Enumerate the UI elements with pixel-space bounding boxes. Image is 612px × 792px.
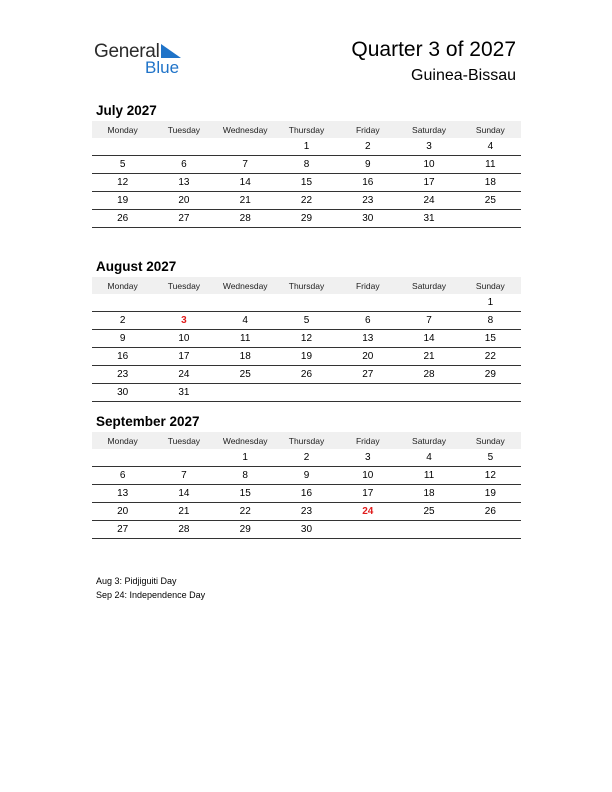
day-cell bbox=[337, 521, 398, 539]
day-cell: 4 bbox=[215, 312, 276, 330]
day-cell: 18 bbox=[460, 174, 521, 192]
day-cell: 7 bbox=[153, 467, 214, 485]
calendar-table bbox=[92, 277, 521, 402]
day-cell: 25 bbox=[215, 366, 276, 384]
holiday-note: Aug 3: Pidjiguiti Day bbox=[96, 576, 177, 586]
day-cell: 29 bbox=[460, 366, 521, 384]
day-cell: 14 bbox=[398, 330, 459, 348]
day-cell: 6 bbox=[337, 312, 398, 330]
day-cell: 12 bbox=[92, 174, 153, 192]
day-cell: 12 bbox=[460, 467, 521, 485]
day-cell: 1 bbox=[215, 449, 276, 467]
day-cell: 31 bbox=[153, 384, 214, 402]
day-cell: 12 bbox=[276, 330, 337, 348]
weekday-header: Friday bbox=[337, 121, 398, 138]
weekday-header: Saturday bbox=[398, 277, 459, 294]
day-cell: 6 bbox=[153, 156, 214, 174]
day-cell: 24 bbox=[398, 192, 459, 210]
day-cell: 16 bbox=[276, 485, 337, 503]
day-cell: 29 bbox=[215, 521, 276, 539]
day-cell: 20 bbox=[92, 503, 153, 521]
weekday-header: Wednesday bbox=[215, 432, 276, 449]
day-cell: 15 bbox=[460, 330, 521, 348]
logo-text-blue: Blue bbox=[145, 58, 180, 77]
day-cell: 23 bbox=[276, 503, 337, 521]
day-cell: 11 bbox=[215, 330, 276, 348]
weekday-header: Sunday bbox=[460, 277, 521, 294]
day-cell: 17 bbox=[153, 348, 214, 366]
day-cell: 26 bbox=[276, 366, 337, 384]
day-cell: 30 bbox=[337, 210, 398, 228]
day-cell: 4 bbox=[398, 449, 459, 467]
weekday-header: Thursday bbox=[276, 432, 337, 449]
week-row bbox=[92, 485, 521, 503]
weekday-header: Tuesday bbox=[153, 121, 214, 138]
weekday-header: Thursday bbox=[276, 277, 337, 294]
day-cell: 21 bbox=[398, 348, 459, 366]
day-cell bbox=[215, 294, 276, 312]
day-cell bbox=[215, 138, 276, 156]
day-cell: 9 bbox=[92, 330, 153, 348]
weekday-header: Thursday bbox=[276, 121, 337, 138]
day-cell: 27 bbox=[337, 366, 398, 384]
day-cell: 9 bbox=[337, 156, 398, 174]
day-cell: 19 bbox=[92, 192, 153, 210]
day-cell: 25 bbox=[460, 192, 521, 210]
week-row bbox=[92, 138, 521, 156]
day-cell bbox=[92, 138, 153, 156]
logo-text-general: General bbox=[94, 41, 160, 62]
day-cell: 25 bbox=[398, 503, 459, 521]
weekday-header: Saturday bbox=[398, 121, 459, 138]
weekday-header: Wednesday bbox=[215, 277, 276, 294]
week-row bbox=[92, 503, 521, 521]
day-cell: 23 bbox=[337, 192, 398, 210]
page-title: Quarter 3 of 2027 bbox=[351, 38, 516, 61]
day-cell: 11 bbox=[460, 156, 521, 174]
day-cell: 31 bbox=[398, 210, 459, 228]
day-cell: 28 bbox=[398, 366, 459, 384]
week-row bbox=[92, 210, 521, 228]
day-cell bbox=[460, 384, 521, 402]
day-cell: 3 bbox=[153, 312, 214, 330]
day-cell: 30 bbox=[92, 384, 153, 402]
day-cell: 29 bbox=[276, 210, 337, 228]
day-cell: 5 bbox=[460, 449, 521, 467]
day-cell: 13 bbox=[337, 330, 398, 348]
day-cell: 24 bbox=[153, 366, 214, 384]
day-cell bbox=[276, 294, 337, 312]
day-cell bbox=[460, 210, 521, 228]
holiday-notes bbox=[96, 574, 205, 602]
month-title: September 2027 bbox=[96, 414, 200, 429]
calendar-table bbox=[92, 432, 521, 539]
day-cell: 10 bbox=[398, 156, 459, 174]
day-cell: 10 bbox=[153, 330, 214, 348]
day-cell bbox=[337, 294, 398, 312]
day-cell bbox=[398, 521, 459, 539]
day-cell bbox=[92, 449, 153, 467]
logo bbox=[94, 41, 194, 77]
day-cell: 19 bbox=[460, 485, 521, 503]
day-cell: 28 bbox=[153, 521, 214, 539]
weekday-header: Tuesday bbox=[153, 432, 214, 449]
day-cell: 7 bbox=[398, 312, 459, 330]
week-row bbox=[92, 294, 521, 312]
week-row bbox=[92, 174, 521, 192]
day-cell: 8 bbox=[215, 467, 276, 485]
day-cell: 2 bbox=[92, 312, 153, 330]
month-title: July 2027 bbox=[96, 103, 157, 118]
day-cell: 15 bbox=[215, 485, 276, 503]
day-cell bbox=[92, 294, 153, 312]
day-cell bbox=[153, 449, 214, 467]
day-cell: 4 bbox=[460, 138, 521, 156]
day-cell bbox=[153, 138, 214, 156]
day-cell: 1 bbox=[276, 138, 337, 156]
day-cell: 3 bbox=[398, 138, 459, 156]
day-cell: 15 bbox=[276, 174, 337, 192]
calendar-table bbox=[92, 121, 521, 228]
day-cell: 10 bbox=[337, 467, 398, 485]
week-row bbox=[92, 521, 521, 539]
weekday-header: Monday bbox=[92, 277, 153, 294]
day-cell: 14 bbox=[215, 174, 276, 192]
day-cell: 22 bbox=[215, 503, 276, 521]
day-cell bbox=[153, 294, 214, 312]
day-cell: 2 bbox=[337, 138, 398, 156]
day-cell: 14 bbox=[153, 485, 214, 503]
month-title: August 2027 bbox=[96, 259, 177, 274]
day-cell: 26 bbox=[460, 503, 521, 521]
month-september bbox=[92, 414, 521, 539]
day-cell: 26 bbox=[92, 210, 153, 228]
day-cell: 27 bbox=[92, 521, 153, 539]
day-cell: 6 bbox=[92, 467, 153, 485]
day-cell bbox=[215, 384, 276, 402]
day-cell: 22 bbox=[460, 348, 521, 366]
day-cell: 13 bbox=[92, 485, 153, 503]
weekday-header: Sunday bbox=[460, 432, 521, 449]
day-cell: 17 bbox=[398, 174, 459, 192]
week-row bbox=[92, 449, 521, 467]
weekday-header: Sunday bbox=[460, 121, 521, 138]
weekday-header: Monday bbox=[92, 121, 153, 138]
day-cell: 27 bbox=[153, 210, 214, 228]
day-cell bbox=[398, 294, 459, 312]
month-august bbox=[92, 259, 521, 402]
week-row bbox=[92, 366, 521, 384]
day-cell: 1 bbox=[460, 294, 521, 312]
weekday-header: Friday bbox=[337, 277, 398, 294]
weekday-header: Friday bbox=[337, 432, 398, 449]
holiday-note: Sep 24: Independence Day bbox=[96, 590, 206, 600]
day-cell: 22 bbox=[276, 192, 337, 210]
day-cell bbox=[398, 384, 459, 402]
day-cell: 2 bbox=[276, 449, 337, 467]
weekday-header: Saturday bbox=[398, 432, 459, 449]
day-cell bbox=[337, 384, 398, 402]
day-cell: 18 bbox=[398, 485, 459, 503]
weekday-header: Tuesday bbox=[153, 277, 214, 294]
day-cell: 18 bbox=[215, 348, 276, 366]
weekday-header: Monday bbox=[92, 432, 153, 449]
day-cell: 24 bbox=[337, 503, 398, 521]
day-cell: 13 bbox=[153, 174, 214, 192]
day-cell: 21 bbox=[215, 192, 276, 210]
day-cell: 11 bbox=[398, 467, 459, 485]
day-cell: 8 bbox=[276, 156, 337, 174]
day-cell bbox=[276, 384, 337, 402]
country-subtitle: Guinea-Bissau bbox=[411, 67, 516, 84]
day-cell: 5 bbox=[276, 312, 337, 330]
day-cell: 21 bbox=[153, 503, 214, 521]
day-cell: 3 bbox=[337, 449, 398, 467]
day-cell: 16 bbox=[337, 174, 398, 192]
day-cell: 17 bbox=[337, 485, 398, 503]
week-row bbox=[92, 467, 521, 485]
day-cell: 23 bbox=[92, 366, 153, 384]
month-july bbox=[92, 103, 521, 228]
week-row bbox=[92, 384, 521, 402]
week-row bbox=[92, 156, 521, 174]
day-cell: 30 bbox=[276, 521, 337, 539]
day-cell: 20 bbox=[153, 192, 214, 210]
week-row bbox=[92, 348, 521, 366]
day-cell: 16 bbox=[92, 348, 153, 366]
day-cell bbox=[460, 521, 521, 539]
week-row bbox=[92, 330, 521, 348]
day-cell: 7 bbox=[215, 156, 276, 174]
weekday-header: Wednesday bbox=[215, 121, 276, 138]
week-row bbox=[92, 312, 521, 330]
day-cell: 8 bbox=[460, 312, 521, 330]
day-cell: 5 bbox=[92, 156, 153, 174]
day-cell: 20 bbox=[337, 348, 398, 366]
day-cell: 19 bbox=[276, 348, 337, 366]
day-cell: 28 bbox=[215, 210, 276, 228]
week-row bbox=[92, 192, 521, 210]
day-cell: 9 bbox=[276, 467, 337, 485]
